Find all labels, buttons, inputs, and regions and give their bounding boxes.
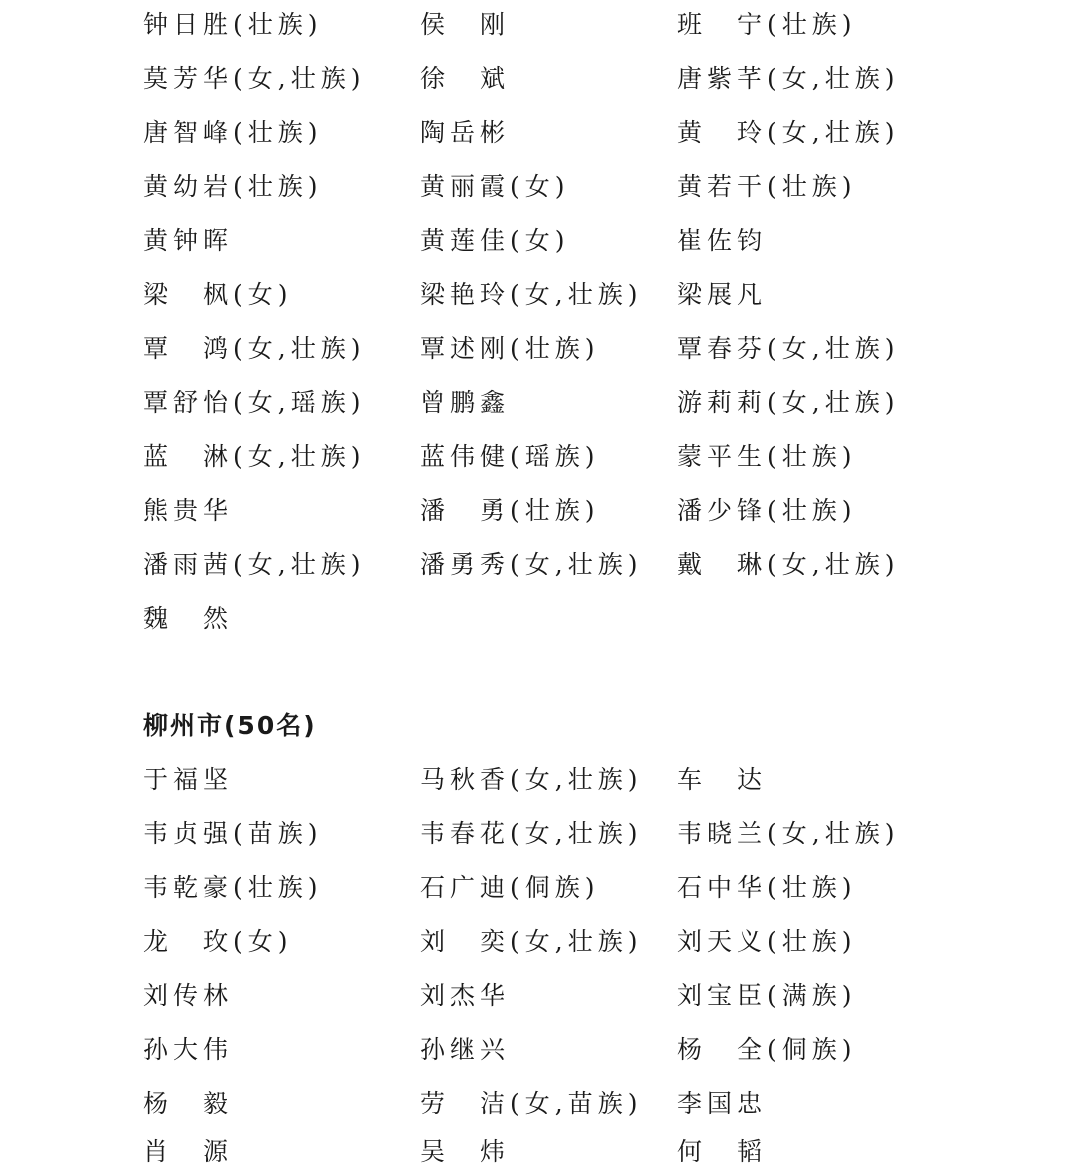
name-entry: 李国忠 xyxy=(677,1089,768,1118)
name-entry: 刘传林 xyxy=(143,981,234,1010)
name-entry: 曾鹏鑫 xyxy=(420,388,511,417)
name-row xyxy=(143,437,1043,477)
name-entry: 石中华(壮族) xyxy=(677,873,857,902)
name-entry: 蒙平生(壮族) xyxy=(677,442,857,471)
name-entry: 肖 源 xyxy=(143,1137,234,1166)
name-entry: 蓝伟健(瑶族) xyxy=(420,442,600,471)
name-entry: 潘少锋(壮族) xyxy=(677,496,857,525)
name-entry: 杨 全(侗族) xyxy=(677,1035,857,1064)
name-row xyxy=(143,491,1043,531)
name-row xyxy=(143,275,1043,315)
name-entry: 覃述刚(壮族) xyxy=(420,334,600,363)
name-entry: 覃 鸿(女,壮族) xyxy=(143,334,366,363)
name-row xyxy=(143,545,1043,585)
name-entry: 韦春花(女,壮族) xyxy=(420,819,643,848)
name-entry: 崔佐钧 xyxy=(677,226,768,255)
name-entry: 徐 斌 xyxy=(420,64,511,93)
name-entry: 黄莲佳(女) xyxy=(420,226,570,255)
name-entry: 于福坚 xyxy=(143,765,234,794)
name-entry: 覃春芬(女,壮族) xyxy=(677,334,900,363)
name-entry: 黄钟晖 xyxy=(143,226,234,255)
name-row xyxy=(143,383,1043,423)
name-entry: 莫芳华(女,壮族) xyxy=(143,64,366,93)
name-entry: 韦乾豪(壮族) xyxy=(143,873,323,902)
name-entry: 韦贞强(苗族) xyxy=(143,819,323,848)
name-row xyxy=(143,167,1043,207)
name-row xyxy=(143,922,1043,962)
name-entry: 梁艳玲(女,壮族) xyxy=(420,280,643,309)
name-entry: 劳 洁(女,苗族) xyxy=(420,1089,643,1118)
name-entry: 蓝 淋(女,壮族) xyxy=(143,442,366,471)
name-entry: 覃舒怡(女,瑶族) xyxy=(143,388,366,417)
name-row xyxy=(143,113,1043,153)
name-row xyxy=(143,329,1043,369)
name-entry: 陶岳彬 xyxy=(420,118,511,147)
name-entry: 潘 勇(壮族) xyxy=(420,496,600,525)
name-entry: 钟日胜(壮族) xyxy=(143,10,323,39)
name-entry: 黄若干(壮族) xyxy=(677,172,857,201)
name-row xyxy=(143,1030,1043,1070)
name-entry: 孙继兴 xyxy=(420,1035,511,1064)
name-entry: 车 达 xyxy=(677,765,768,794)
name-entry: 潘勇秀(女,壮族) xyxy=(420,550,643,579)
name-row xyxy=(143,814,1043,854)
name-entry: 唐智峰(壮族) xyxy=(143,118,323,147)
name-entry: 熊贵华 xyxy=(143,496,234,525)
name-row xyxy=(143,976,1043,1016)
name-row xyxy=(143,599,1043,639)
name-entry: 梁展凡 xyxy=(677,280,768,309)
name-entry: 马秋香(女,壮族) xyxy=(420,765,643,794)
name-row xyxy=(143,221,1043,261)
name-entry: 黄幼岩(壮族) xyxy=(143,172,323,201)
name-entry: 梁 枫(女) xyxy=(143,280,293,309)
name-entry: 孙大伟 xyxy=(143,1035,234,1064)
name-entry: 龙 玫(女) xyxy=(143,927,293,956)
name-row xyxy=(143,59,1043,99)
name-entry: 游莉莉(女,壮族) xyxy=(677,388,900,417)
name-row xyxy=(143,868,1043,908)
name-entry: 潘雨茜(女,壮族) xyxy=(143,550,366,579)
name-entry: 黄 玲(女,壮族) xyxy=(677,118,900,147)
name-entry: 何 韬 xyxy=(677,1137,768,1166)
name-row xyxy=(143,1132,1043,1172)
name-entry: 魏 然 xyxy=(143,604,234,633)
name-entry: 戴 琳(女,壮族) xyxy=(677,550,900,579)
name-entry: 石广迪(侗族) xyxy=(420,873,600,902)
name-entry: 吴 炜 xyxy=(420,1137,511,1166)
name-entry: 杨 毅 xyxy=(143,1089,234,1118)
name-entry: 唐紫芊(女,壮族) xyxy=(677,64,900,93)
name-entry: 刘天义(壮族) xyxy=(677,927,857,956)
section-heading-liuzhou: 柳州市(50名) xyxy=(143,711,317,740)
name-entry: 刘 奕(女,壮族) xyxy=(420,927,643,956)
name-row xyxy=(143,5,1043,45)
name-row xyxy=(143,760,1043,800)
name-entry: 刘杰华 xyxy=(420,981,511,1010)
name-row xyxy=(143,1084,1043,1124)
name-entry: 韦晓兰(女,壮族) xyxy=(677,819,900,848)
name-entry: 刘宝臣(满族) xyxy=(677,981,857,1010)
name-entry: 黄丽霞(女) xyxy=(420,172,570,201)
name-entry: 侯 刚 xyxy=(420,10,511,39)
name-entry: 班 宁(壮族) xyxy=(677,10,857,39)
